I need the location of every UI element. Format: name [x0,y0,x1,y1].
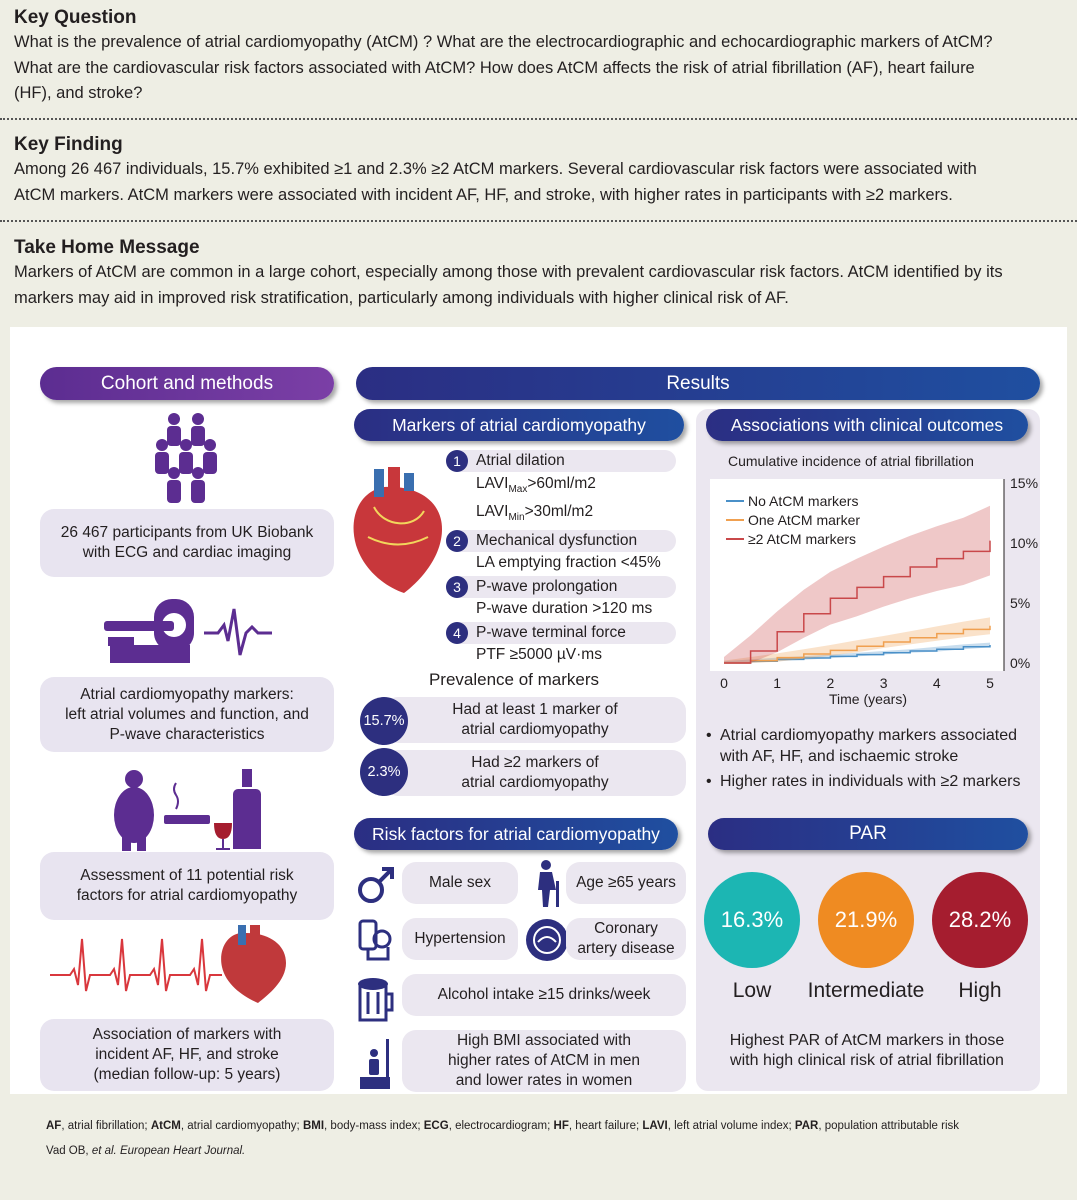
lavi-value: >60ml/m2 [527,475,596,492]
marker-label: Mechanical dysfunction [476,532,638,549]
par-low-label: Low [732,979,772,1002]
abbrev-key: AF [46,1120,62,1132]
beer-mug-icon [354,974,400,1024]
key-question-line: (HF), and stroke? [14,84,143,102]
graphical-abstract-panel [10,327,1067,1094]
divider [0,118,1077,120]
citation-journal: European Heart Journal. [116,1145,246,1157]
mri-scanner-icon [100,597,276,669]
heart-anatomy-icon [344,467,444,595]
marker-number: 3 [446,576,468,598]
af-incidence-chart [696,447,1040,717]
marker-1 [446,450,676,472]
marker-label: P-wave prolongation [476,578,618,595]
cohort-box-markers [40,677,334,752]
risk-factors-header: Risk factors for atrial cardiomyopathy [354,818,678,850]
marker-3 [446,576,676,598]
bullet-text: Higher rates in individuals with ≥2 markers [720,773,1021,790]
outcomes-bullets [706,725,1020,792]
y-tick-label: 0% [1010,655,1031,671]
people-crowd-icon [152,411,220,503]
risk-male-sex: Male sex [402,862,518,904]
coronary-artery-icon [524,917,570,963]
risk-bmi [402,1030,686,1092]
cohort-box-line: incident AF, HF, and stroke [95,1046,279,1063]
marker-label: Atrial dilation [476,452,565,469]
cohort-box-line: P-wave characteristics [109,725,265,743]
abbrev-def: , population attributable risk [818,1120,959,1132]
key-question-title: Key Question [14,7,137,28]
prevalence-text: Had at least 1 marker of [452,701,618,718]
key-question-section [14,6,1067,107]
citation-author: Vad OB, [46,1145,92,1157]
marker-detail: P-wave duration >120 ms [476,600,653,617]
par-caption-line: with high clinical risk of atrial fibrillation [730,1052,1004,1069]
abbrev-key: AtCM [150,1120,181,1132]
cohort-header: Cohort and methods [40,367,334,400]
take-home-section [14,236,1067,311]
legend-label-1: One AtCM marker [748,512,861,528]
take-home-title: Take Home Message [14,237,200,258]
bullet-item: • Atrial cardiomyopathy markers associated with AF, HF, and ischaemic stroke [706,727,1018,765]
par-intermediate-label: Intermediate [807,979,925,1002]
key-finding-title: Key Finding [14,134,123,155]
risk-age: Age ≥65 years [566,862,686,904]
marker-detail: LA emptying fraction <45% [476,554,661,571]
risk-text: Coronary [594,920,658,937]
marker-label: P-wave terminal force [476,624,626,641]
take-home-line: markers may aid in improved risk stratification, particularly among individuals with higher clinical risk of AF. [14,288,789,307]
x-tick-label: 2 [826,675,835,691]
marker-number: 1 [446,450,468,472]
risk-text: artery disease [577,940,675,957]
risk-factors-icon [114,769,274,851]
abbrev-def: , atrial fibrillation; [61,1120,151,1132]
cohort-box-line: left atrial volumes and function, and [65,705,309,723]
par-low-circle: 16.3% [704,872,800,968]
key-finding-line: Among 26 467 individuals, 15.7% exhibited ≥1 and 2.3% ≥2 AtCM markers. Several cardiovascular risk factors were associated with [14,160,977,178]
x-tick-label: 5 [986,675,994,691]
abbrev-key: BMI [302,1120,325,1132]
outcomes-header: Associations with clinical outcomes [706,409,1028,441]
marker-detail [476,503,593,523]
risk-alcohol: Alcohol intake ≥15 drinks/week [402,974,686,1016]
prevalence-row-1 [384,697,686,743]
par-high-circle: 28.2% [932,872,1028,968]
abbrev-key: PAR [794,1120,819,1132]
male-symbol-icon [356,865,396,905]
cohort-box-risk [40,852,334,920]
citation-etal: et al. [91,1145,117,1157]
cohort-box-line: 26 467 participants from UK Biobank [60,524,314,541]
bullet-text: Atrial cardiomyopathy markers associated [720,727,1018,744]
risk-text: higher rates of AtCM in men [447,1052,641,1069]
cohort-box-outcomes [40,1019,334,1091]
prevalence-row-2 [384,750,686,796]
cohort-box-line: Assessment of 11 potential risk [80,867,294,884]
divider [0,220,1077,222]
y-tick-label: 5% [1010,595,1031,611]
prevalence-text: Had ≥2 markers of [471,754,599,771]
ecg-heart-icon [50,925,290,1005]
x-tick-label: 0 [720,675,728,691]
prevalence-text: atrial cardiomyopathy [461,774,609,791]
y-tick-label: 15% [1010,475,1039,491]
risk-text: High BMI associated with [456,1032,632,1049]
bullet-text: with AF, HF, and ischaemic stroke [720,748,959,765]
cohort-box-line: (median follow-up: 5 years) [93,1066,281,1083]
abbrev-key: HF [553,1120,569,1132]
abbrev-def: , electrocardiogram; [448,1120,554,1132]
x-tick-label: 4 [932,675,941,691]
lavi-text: LAVI [476,503,509,520]
par-caption [706,1031,1028,1071]
marker-number: 4 [446,622,468,644]
cohort-box-participants [40,509,334,577]
blood-pressure-icon [356,917,396,967]
legend-label-0: No AtCM markers [748,493,859,509]
key-question-line: What are the cardiovascular risk factors associated with AtCM? How does AtCM affects the risk of atrial fibrillation (AF), heart failure [14,58,975,77]
abbrev-def: , left atrial volume index; [667,1120,795,1132]
prevalence-text: atrial cardiomyopathy [461,721,609,738]
lavi-text: LAVI [476,475,509,492]
y-tick-label: 10% [1010,535,1039,551]
par-high-label: High [958,979,1002,1002]
take-home-line: Markers of AtCM are common in a large cohort, especially among those with prevalent cardiovascular risk factors. AtCM identified by its [14,263,1003,281]
cohort-box-line: factors for atrial cardiomyopathy [76,887,298,904]
x-tick-label: 1 [773,675,782,691]
risk-hypertension: Hypertension [402,918,518,960]
x-tick-label: 3 [879,675,888,691]
marker-4 [446,622,676,644]
marker-detail [476,475,596,495]
legend-label-2: ≥2 AtCM markers [748,531,857,547]
results-header: Results [356,367,1040,400]
prevalence-value-1: 15.7% [360,697,408,745]
key-finding-section [14,133,1067,208]
marker-2 [446,530,676,552]
key-finding-line: AtCM markers. AtCM markers were associated with incident AF, HF, and stroke, with higher rates in participants with ≥2 markers. [14,185,953,204]
par-intermediate-circle: 21.9% [818,872,914,968]
bmi-scale-icon [356,1039,396,1089]
risk-text: and lower rates in women [455,1072,633,1089]
abbrev-def: , atrial cardiomyopathy; [180,1120,303,1132]
abbrev-def: , body-mass index; [324,1120,424,1132]
markers-header: Markers of atrial cardiomyopathy [354,409,684,441]
cohort-box-line: with ECG and cardiac imaging [82,544,292,561]
lavi-sub: Min [508,512,525,524]
marker-number: 2 [446,530,468,552]
citation [46,1145,245,1157]
lavi-sub: Max [508,484,528,496]
risk-coronary [566,918,686,960]
lavi-value: >30ml/m2 [524,503,594,520]
marker-detail: PTF ≥5000 µV·ms [476,646,602,663]
elderly-person-icon [532,859,566,907]
cohort-box-line: Association of markers with [92,1026,282,1043]
abbrev-def: , heart failure; [568,1120,643,1132]
par-caption-line: Highest PAR of AtCM markers in those [729,1032,1005,1049]
cohort-box-line: Atrial cardiomyopathy markers: [80,685,294,703]
prevalence-value-2: 2.3% [360,748,408,796]
par-header: PAR [708,818,1028,850]
bullet-item: • Higher rates in individuals with ≥2 markers [706,773,1021,790]
abbreviations [46,1120,959,1132]
chart-title: Cumulative incidence of atrial fibrillation [728,453,974,469]
chart-x-label: Time (years) [828,691,908,707]
abbrev-key: ECG [423,1120,449,1132]
prevalence-title: Prevalence of markers [428,670,600,689]
abbrev-key: LAVI [642,1120,668,1132]
key-question-line: What is the prevalence of atrial cardiomyopathy (AtCM) ? What are the electrocardiographic and echocardiographic markers of AtCM? [14,33,993,51]
